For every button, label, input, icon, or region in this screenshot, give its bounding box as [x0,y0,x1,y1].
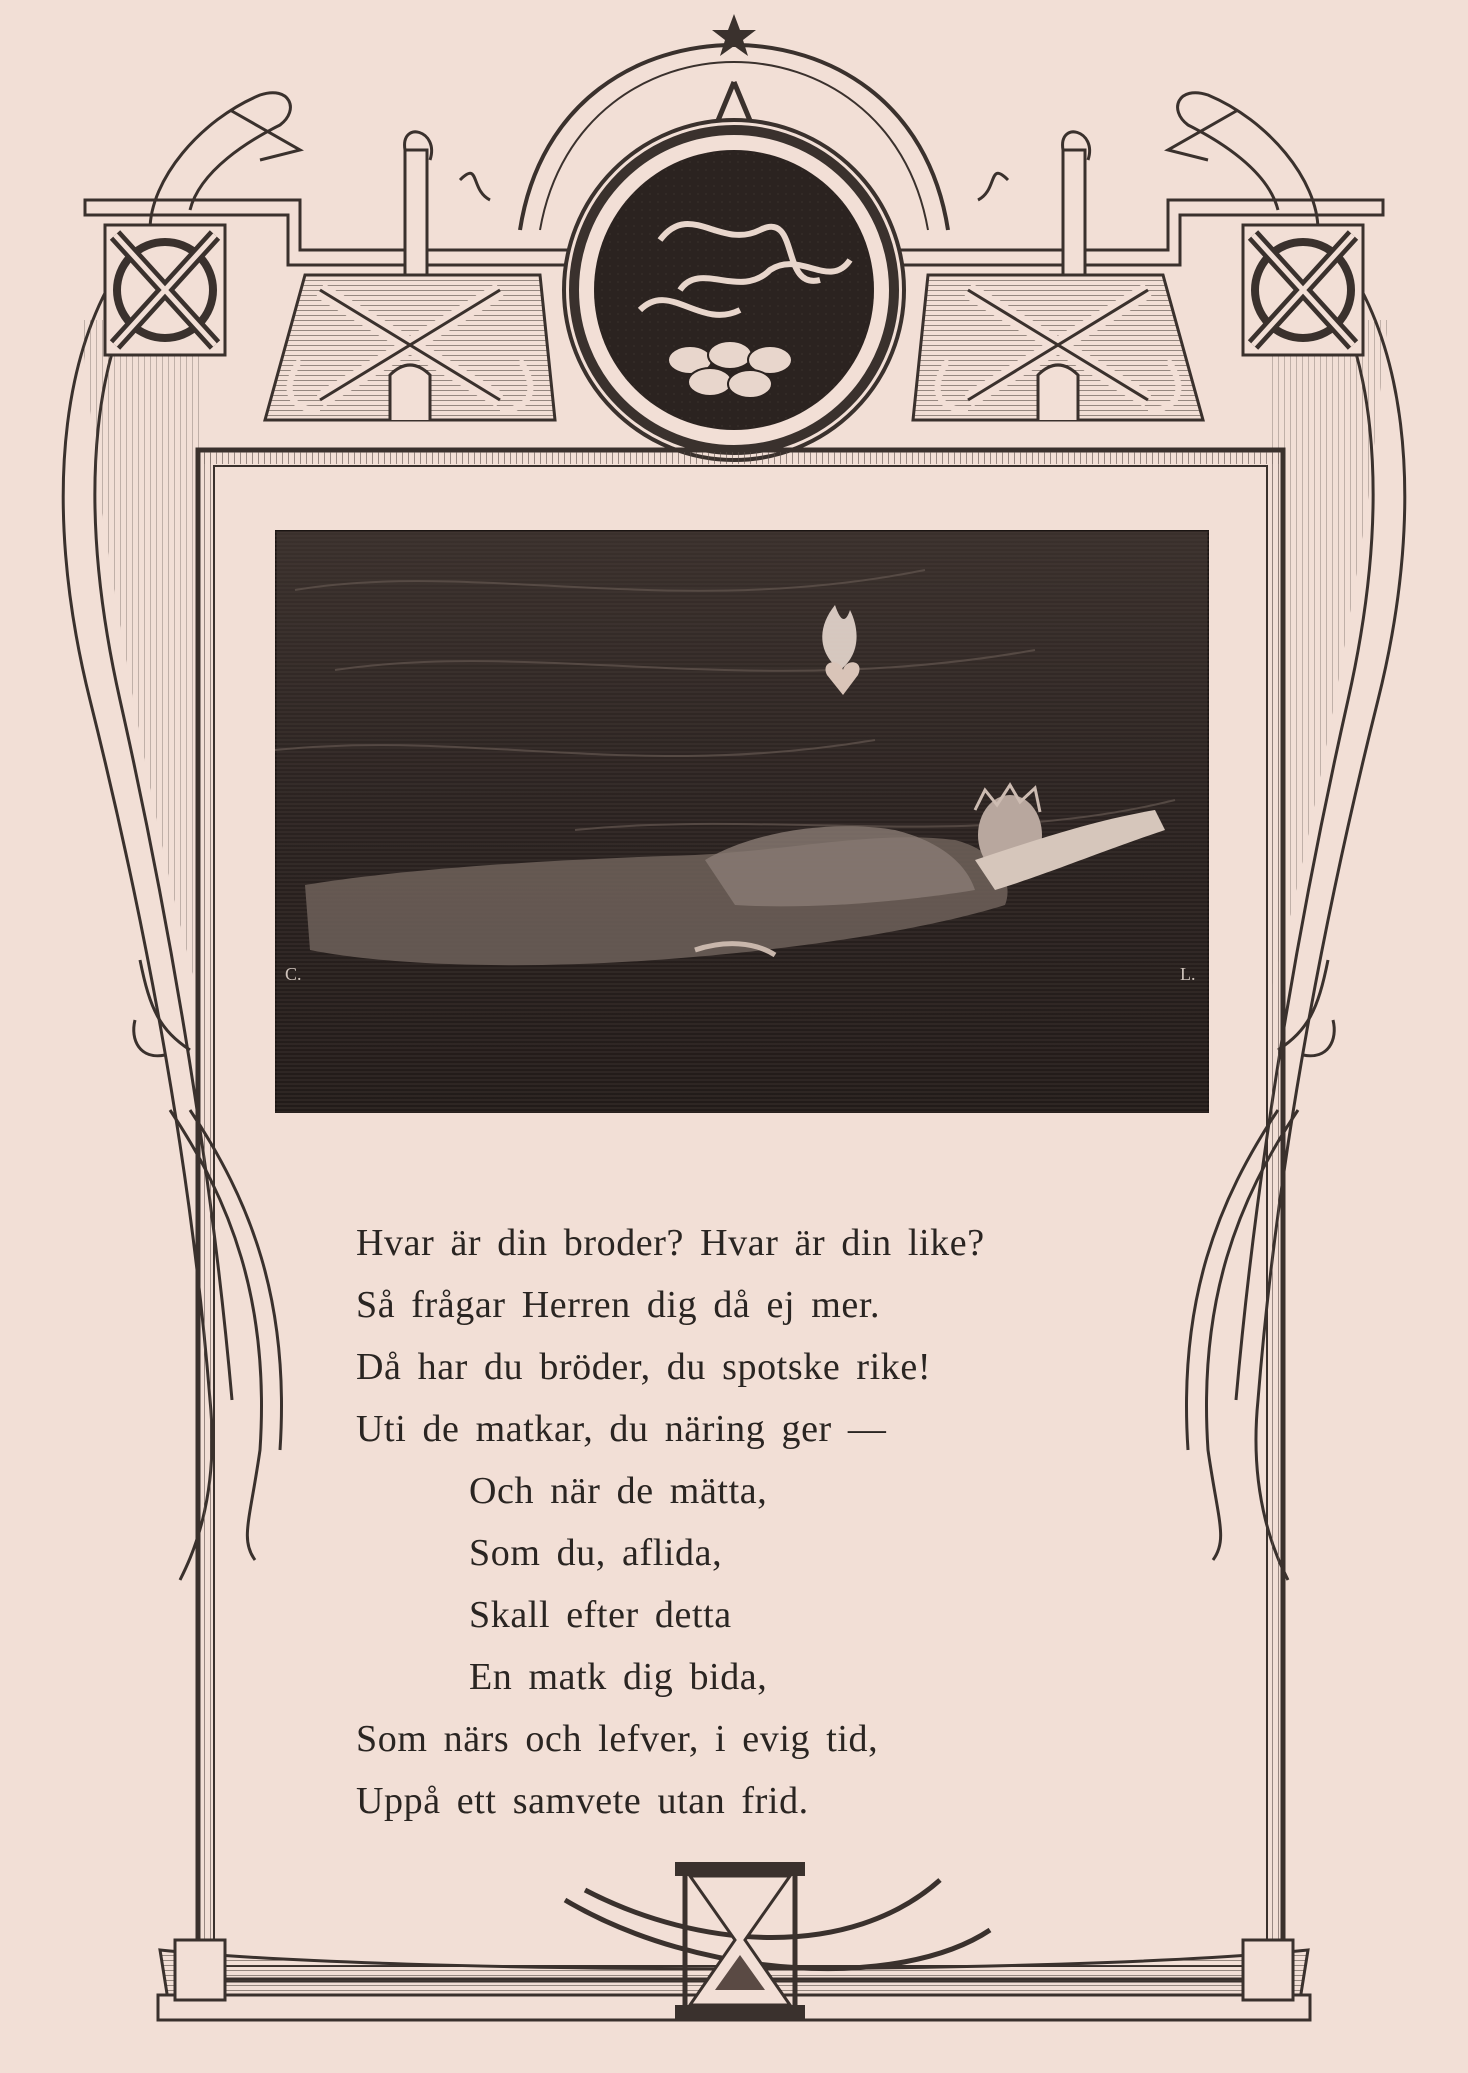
right-post [978,132,1090,275]
left-hatched-panel [80,320,200,1000]
poem-line: Som närs och lefver, i evig tid, [356,1718,879,1760]
signature-right: L. [1180,964,1196,984]
left-sword-panel [265,275,555,420]
poem-line: Skall efter detta [469,1594,732,1636]
central-medallion [564,120,904,460]
left-cross-medallion [105,225,225,355]
poem-line: Och när de mätta, [469,1470,768,1512]
engraving-illustration [275,530,1209,1113]
right-sword-panel [913,275,1203,420]
poem-line: Uppå ett samvete utan frid. [356,1780,809,1822]
star-ornament [712,14,756,56]
right-cross-medallion [1243,225,1363,355]
poem-line: Hvar är din broder? Hvar är din like? [356,1222,985,1264]
top-right-flourish [1168,93,1318,230]
poem [356,1212,1176,1832]
poem-line: Uti de matkar, du näring ger — [356,1408,887,1450]
top-left-flourish [150,93,300,230]
poem-line: Då har du bröder, du spotske rike! [356,1346,932,1388]
poem-line: Så frågar Herren dig då ej mer. [356,1284,881,1326]
right-hatched-panel [1268,320,1388,1000]
signature-left: C. [285,964,302,984]
poem-line: En matk dig bida, [469,1656,768,1698]
poem-line: Som du, aflida, [469,1532,723,1574]
left-post [405,132,490,275]
